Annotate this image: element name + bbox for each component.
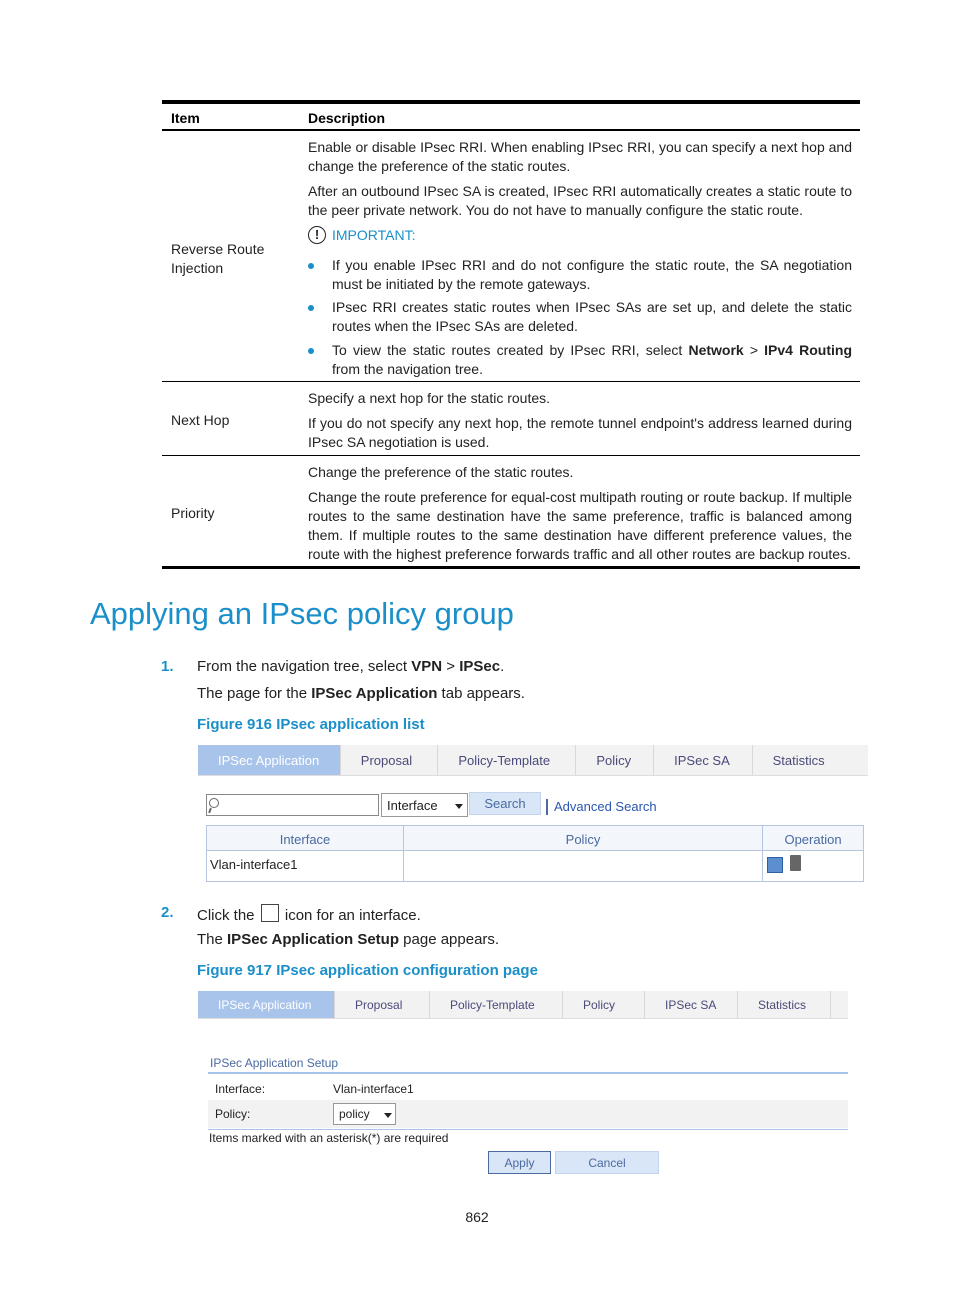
advanced-search-link[interactable]: Advanced Search (554, 799, 657, 814)
bullet-icon (308, 348, 314, 354)
chevron-down-icon (455, 804, 463, 809)
column-header-policy[interactable]: Policy (404, 826, 763, 851)
figure-916-caption: Figure 916 IPsec application list (197, 716, 425, 733)
tab-policy[interactable]: Policy (576, 745, 654, 775)
step-1-text: From the navigation tree, select VPN > IPSec. (197, 658, 505, 675)
edit-icon[interactable] (767, 857, 783, 873)
rri-bullet-1 (308, 256, 852, 294)
tab-bar (198, 745, 868, 776)
tab-policy-template[interactable]: Policy-Template (430, 991, 563, 1018)
policy-row (208, 1100, 848, 1128)
figure-917 (198, 991, 848, 1019)
tab-proposal[interactable]: Proposal (341, 745, 439, 775)
header-item: Item (171, 110, 200, 126)
tab-ipsec-application[interactable]: IPSec Application (198, 745, 341, 775)
tab-policy-template[interactable]: Policy-Template (438, 745, 576, 775)
section-title: IPSec Application Setup (210, 1056, 339, 1070)
section-bottom-rule (208, 1129, 848, 1130)
tab-bar (198, 991, 848, 1019)
rri-desc-1: Enable or disable IPsec RRI. When enabling IPsec RRI, you can specify a next hop and change the preference of the static routes. (308, 139, 852, 174)
rri-bullet-3 (308, 341, 852, 379)
step-2-text: Click the icon for an interface. (197, 904, 421, 924)
bullet-icon (308, 263, 314, 269)
step-2-result: The IPSec Application Setup page appears. (197, 931, 500, 948)
tab-ipsec-sa[interactable]: IPSec SA (645, 991, 738, 1018)
important-icon: ! (308, 226, 326, 244)
item-next-hop: Next Hop (171, 412, 230, 428)
step-1-number: 1. (161, 658, 174, 675)
row-rule (162, 455, 860, 456)
search-input[interactable] (206, 794, 379, 816)
step-1-result: The page for the IPSec Application tab appears. (197, 685, 525, 702)
section-rule (208, 1072, 848, 1074)
header-rule (162, 129, 860, 131)
nexthop-desc-1: Specify a next hop for the static routes. (308, 390, 551, 406)
interface-table (206, 825, 864, 882)
nexthop-desc-2: If you do not specify any next hop, the remote tunnel endpoint's address learned during IPsec SA negotiation is used. (308, 415, 852, 450)
table-row-operation (763, 851, 863, 881)
column-header-interface[interactable]: Interface (207, 826, 404, 851)
table-bottom-rule (162, 566, 860, 569)
priority-desc-1: Change the preference of the static routes. (308, 464, 574, 480)
column-header-operation: Operation (763, 826, 863, 851)
tab-policy[interactable]: Policy (563, 991, 645, 1018)
tab-ipsec-sa[interactable]: IPSec SA (654, 745, 752, 775)
rri-bullet-2 (308, 298, 852, 336)
tab-ipsec-application[interactable]: IPSec Application (198, 991, 335, 1018)
cancel-button[interactable]: Cancel (555, 1151, 659, 1174)
item-reverse-route-injection: Reverse Route Injection (171, 241, 265, 276)
table-top-rule (162, 100, 860, 104)
figure-917-caption: Figure 917 IPsec application configuration page (197, 962, 538, 979)
interface-label: Interface: (215, 1082, 266, 1096)
figure-916 (198, 745, 868, 776)
policy-label: Policy: (215, 1107, 251, 1121)
item-priority: Priority (171, 505, 215, 521)
policy-select[interactable]: policy (333, 1103, 396, 1125)
separator (546, 799, 548, 815)
section-heading: Applying an IPsec policy group (90, 596, 514, 631)
row-rule (162, 381, 860, 382)
rri-desc-2: After an outbound IPsec SA is created, IPsec RRI automatically creates a static route to the peer private network. You do not have to manually configure the static route. (308, 183, 852, 218)
important-label: IMPORTANT: (332, 227, 416, 243)
tab-proposal[interactable]: Proposal (335, 991, 430, 1018)
edit-icon (261, 904, 279, 922)
header-description: Description (308, 110, 386, 126)
required-note: Items marked with an asterisk(*) are required (209, 1131, 449, 1145)
table-row-interface: Vlan-interface1 (207, 851, 404, 881)
search-field-select[interactable]: Interface (381, 793, 468, 817)
search-icon (209, 798, 219, 808)
table-row-policy (404, 851, 763, 881)
bullet-text: If you enable IPsec RRI and do not configure the static route, the SA negotiation must be initiated by the remote gateways. (332, 257, 852, 292)
step-2-number: 2. (161, 904, 174, 921)
delete-icon[interactable] (790, 855, 801, 871)
tab-statistics[interactable]: Statistics (738, 991, 831, 1018)
important-callout (308, 226, 416, 244)
interface-value: Vlan-interface1 (333, 1082, 414, 1096)
apply-button[interactable]: Apply (488, 1151, 551, 1174)
tab-statistics[interactable]: Statistics (772, 752, 825, 768)
bullet-text: To view the static routes created by IPsec RRI, select Network > IPv4 Routing from the navigation tree. (332, 342, 852, 377)
bullet-icon (308, 305, 314, 311)
priority-desc-2: Change the route preference for equal-cost multipath routing or route backup. If multiple routes to the same destination have the same preference, traffic is balanced among them. If multiple routes to the same destination have different preference values, the route with the highest preference forwards traffic and all other routes are backup routes. (308, 489, 852, 562)
page-number: 862 (465, 1209, 489, 1225)
chevron-down-icon (384, 1113, 392, 1118)
search-button[interactable]: Search (469, 792, 541, 815)
bullet-text: IPsec RRI creates static routes when IPsec SAs are set up, and delete the static routes when the IPsec SAs are deleted. (332, 299, 852, 334)
